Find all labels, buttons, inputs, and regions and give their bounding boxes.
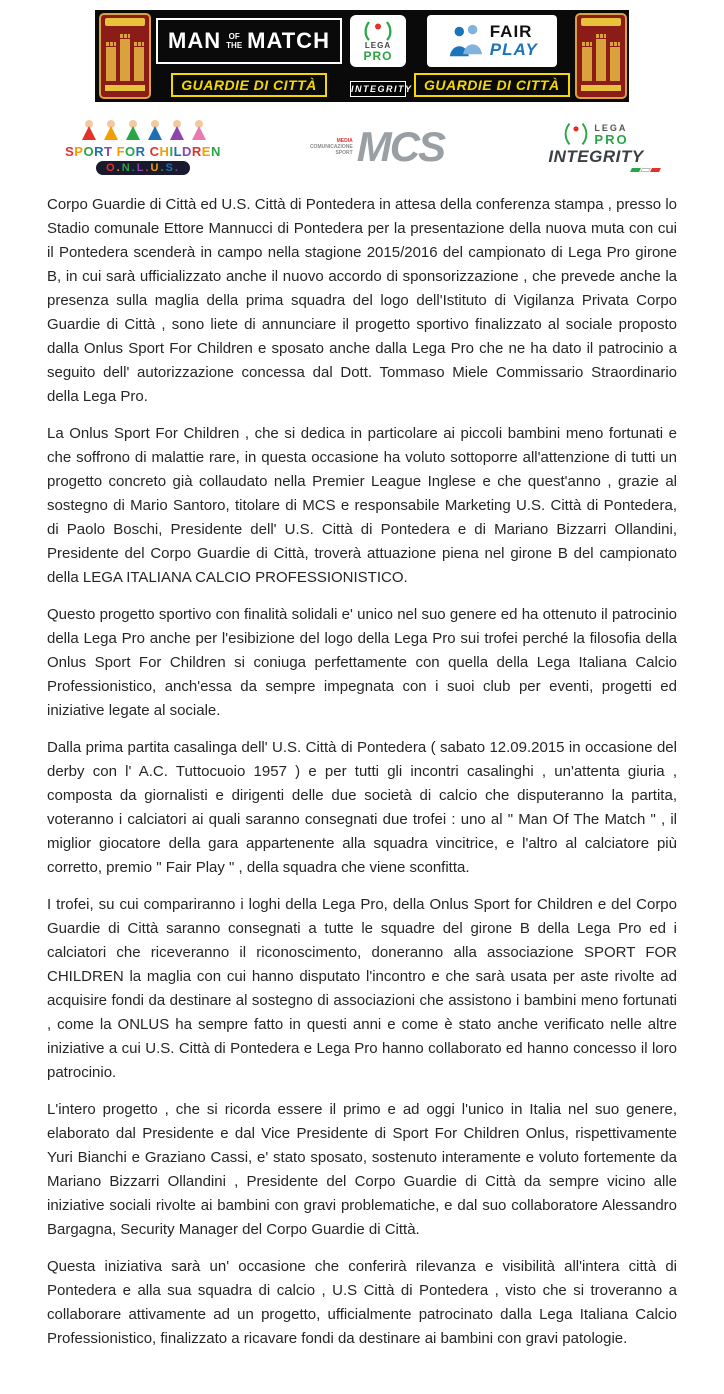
man-of-the-match-logo xyxy=(156,18,342,64)
lega-pro-logo xyxy=(350,15,406,67)
fair-play-figures-icon xyxy=(446,22,484,60)
header-banner xyxy=(95,10,629,102)
paragraph-6: L'intero progetto , che si ricorda essere il primo e ad oggi l'unico in Italia nel suo genere, elaborato dal Presidente e dal Vice Presidente di Sport For Children Onlus, rispettivamente Yuri Bianchi e Graziano Cassi, e' stato sposato, sostenuto interamente e voluto fortemente da Mariano Bizzarri Ollandini , Presidente del Corpo Guardie di Città da sempre vicino alle iniziative sociali rivolte ai bambini con gravi problematiche, e dal suo collaboratore Alessandro Bargagna, Security Manager del Corpo Guardie di Città. xyxy=(47,1101,677,1238)
lega-pro-integrity-logo xyxy=(526,121,666,172)
paragraph-7: Questa iniziativa sarà un' occasione che conferirà rilevanza e visibilità all'intera città di Pontedera e alla sua squadra di calcio , U.S Città di Pontedera , visto che si troveranno a collaborare attivamente ad un progetto, ufficialmente patrocinato dalla Lega Italiana Calcio Professionistico, finalizzato a ricavare fondi da destinare ai bambini con gravi patologie. xyxy=(47,1258,677,1347)
castle-crest-icon xyxy=(575,13,627,99)
lega-pro-words: LEGA PRO xyxy=(594,123,629,147)
castle-crest-icon xyxy=(99,13,151,99)
fair-play-logo xyxy=(427,15,557,67)
press-release-body xyxy=(0,183,724,1394)
motm-man-text: MAN xyxy=(168,28,222,53)
man-of-the-match-column xyxy=(156,13,342,99)
lega-pro-pro-text: PRO xyxy=(363,49,393,63)
sport-for-children-logo xyxy=(58,118,228,175)
guardie-crest-left xyxy=(98,13,152,99)
lega-pro-lega-text: LEGA xyxy=(364,41,392,50)
paragraph-3: Questo progetto sportivo con finalità solidali e' unico nel suo genere ed ha ottenuto il patrocinio della Lega Pro anche per l'esibizione del logo della Lega Pro sui trofei perché la filosofia della Onlus Sport For Children si coniuga perfettamente con quella della Lega Italiana Calcio Professionistico, anch'essa da sempre impegnata con i suoi club per eventi, progetti ed iniziative legate al sociale. xyxy=(47,606,677,719)
motm-match-text: MATCH xyxy=(247,28,330,53)
mcs-logo xyxy=(309,122,445,170)
motm-ofthe-text: OF THE xyxy=(226,32,243,50)
guardie-di-citta-right: GUARDIE DI CITTÀ xyxy=(414,73,570,97)
fair-play-text: FAIR PLAY xyxy=(489,22,538,59)
paragraph-5: I trofei, su cui compariranno i loghi della Lega Pro, della Onlus Sport for Children e del Corpo Guardie di Città saranno consegnati a tutte le squadre del girone B della Lega Pro ed i calciatori che riceveranno il riconoscimento, doneranno alla associazione SPORT FOR CHILDREN la maglia con cui hanno disputato l'incontro e che sarà usata per aste rivolte ad acquisire fondi da destinare al sostegno di associazioni che assistono i bambini meno fortunati , come la ONLUS ha sempre fatto in questi anni e come è stato anche verificato nelle altre iniziative a cui U.S. Città di Pontedera e Lega Pro hanno collaborato ed hanno concesso il loro patrocinio. xyxy=(47,896,677,1081)
paragraph-1: Corpo Guardie di Città ed U.S. Città di Pontedera in attesa della conferenza stampa , presso lo Stadio comunale Ettore Mannucci di Pontedera per la presentazione della nuova muta con cui il Pontedera scenderà in campo nella stagione 2015/2016 del campionato di Lega Pro girone B, in cui sarà ufficializzato anche il nuovo accordo di sponsorizzazione , che prevede anche la presenza sulla maglia della prima squadra del logo dell'Istituto di Vigilanza Privata Corpo Guardie di Città , sono liete di annunciare il progetto sportivo finalizzato al sociale proposto dalla Onlus Sport For Children e sposato anche dalla Lega Pro che ne ha dato il patrocinio a seguito dell' autorizzazione concessa dal Dott. Tommaso Miele Commissario Straordinario della Lega Pro. xyxy=(47,196,677,405)
paragraph-4: Dalla prima partita casalinga dell' U.S. Città di Pontedera ( sabato 12.09.2015 in occasione del derby con l' A.C. Tuttocuoio 1957 ) e per tutti gli incontri casalinghi , un'attenta giuria , composta da giornalisti e dirigenti delle due società di calcio che disputeranno la partita, voteranno i calciatori ai quali saranno consegnati due trofei : uno al " Man Of The Match " , il miglior giocatore della gara appartenente alla squadra vincitrice, e l'altro al calciatore più corretto, premio " Fair Play " , della squadra che viene sconfitta. xyxy=(47,739,677,876)
laurel-icon xyxy=(563,121,589,147)
italian-flag-icon xyxy=(631,168,660,172)
integrity-wordmark: INTEGRITY xyxy=(548,147,644,166)
paragraph-2: La Onlus Sport For Children , che si dedica in particolare ai piccoli bambini meno fortunati e che soffrono di malattie rare, in questa occasione ha voluto sottoporre all'attenzione di tutti un progetto concreto già collaudato nella Premier League Inglese e che quest'anno , grazie al sostegno di Mario Santoro, titolare di MCS e responsabile Marketing U.S. Città di Pontedera, di Paolo Boschi, Presidente dell' U.S. Città di Pontedera e di Mariano Bizzarri Ollandini, Presidente del Corpo Guardie di Città, troverà attuazione piena nel girone B del campionato della LEGA ITALIANA CALCIO PROFESSIONISTICO. xyxy=(47,425,677,586)
sport-for-children-title: SPORT FOR CHILDREN xyxy=(65,144,221,159)
mcs-subtext: MEDIA COMUNICAZIONE SPORT xyxy=(309,137,353,156)
sponsor-logo-row xyxy=(0,102,724,183)
onlus-label: O.N.L.U.S. xyxy=(96,161,190,175)
mcs-wordmark: MCS xyxy=(356,122,445,170)
lega-pro-mark xyxy=(563,121,628,147)
guardie-crest-right xyxy=(574,13,628,99)
lega-pro-column xyxy=(346,13,413,99)
fair-play-column xyxy=(414,13,570,99)
guardie-di-citta-left: GUARDIE DI CITTÀ xyxy=(171,73,327,97)
laurel-icon xyxy=(363,20,393,42)
integrity-label: INTEGRITY xyxy=(350,81,406,97)
children-figures-icon xyxy=(77,118,209,142)
